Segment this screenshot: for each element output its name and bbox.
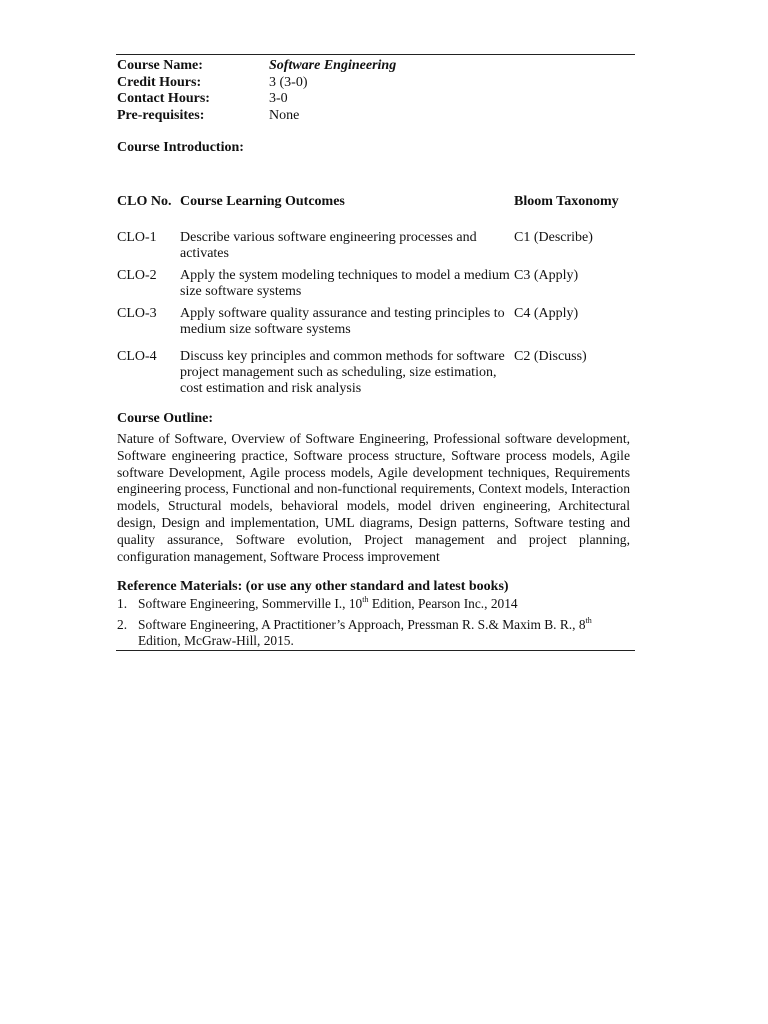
clo-outcome: Describe various software engineering processes and activates: [180, 230, 477, 261]
course-name-label: Course Name:: [117, 58, 203, 73]
clo-number: CLO-2: [117, 268, 157, 283]
reference-text-rest: Edition, McGraw-Hill, 2015.: [138, 633, 294, 648]
course-name-value: Software Engineering: [269, 58, 397, 73]
reference-number: 2.: [117, 617, 128, 632]
reference-text-rest: Edition, Pearson Inc., 2014: [368, 596, 518, 611]
contact-hours-label: Contact Hours:: [117, 91, 210, 106]
reference-text-main: Software Engineering, Sommerville I., 10: [138, 596, 363, 611]
clo-outcome: Apply software quality assurance and testing principles to medium size software systems: [180, 306, 505, 337]
course-outline-heading: Course Outline:: [117, 411, 214, 426]
clo-number: CLO-3: [117, 306, 157, 321]
course-info: [117, 58, 396, 124]
reference-list: [117, 596, 633, 654]
clo-number: CLO-4: [117, 349, 157, 364]
contact-hours-value: 3-0: [269, 91, 288, 106]
credit-hours-row: [117, 75, 396, 92]
contact-hours-row: [117, 91, 396, 108]
reference-number: 1.: [117, 596, 128, 611]
clo-bloom: C2 (Discuss): [514, 349, 587, 364]
clo-number: CLO-1: [117, 230, 157, 245]
top-rule: [116, 54, 635, 55]
course-outline-text: Nature of Software, Overview of Software Engineering, Professional software development, Software engineering practice, Software process structure, Software process models, Agile software Development, Agile process models, Agile development techniques, Requirements engineering process, Functional and non-functional requirements, Context models, Interaction models, Structural models, behavioral models, model driven engineering, Architectural design, Design and implementation, UML diagrams, Design patterns, Software testing and quality assurance, Software evolution, Project management and project planning, configuration management, Software Process improvement: [117, 431, 630, 564]
reference-superscript: th: [362, 595, 369, 604]
prerequisites-value: None: [269, 107, 300, 123]
course-introduction-heading: Course Introduction:: [117, 140, 244, 155]
credit-hours-value: 3 (3-0): [269, 74, 308, 90]
clo-table-header: [117, 194, 637, 230]
reference-text-main: Software Engineering, A Practitioner’s Approach, Pressman R. S.& Maxim B. R., 8: [138, 617, 586, 632]
clo-outcome: Apply the system modeling techniques to model a medium size software systems: [180, 268, 510, 299]
clo-bloom: C4 (Apply): [514, 306, 579, 321]
table-row: [117, 230, 637, 268]
bottom-rule: [116, 650, 635, 651]
table-row: [117, 268, 637, 306]
prerequisites-row: [117, 108, 396, 125]
clo-outcome: Discuss key principles and common methods for software project management such as scheduling, size estimation, cost estimation and risk analysis: [180, 349, 505, 396]
reference-text: [138, 596, 633, 612]
clo-no-header: CLO No.: [117, 194, 172, 209]
bloom-header: Bloom Taxonomy: [514, 194, 619, 209]
list-item: [117, 596, 633, 612]
reference-superscript: th: [585, 616, 592, 625]
clo-bloom: C3 (Apply): [514, 268, 579, 283]
table-row: [117, 349, 637, 403]
reference-materials-heading: Reference Materials: (or use any other standard and latest books): [117, 579, 509, 594]
clo-table: [117, 194, 637, 403]
clo-bloom: C1 (Describe): [514, 230, 593, 245]
prerequisites-label: Pre-requisites:: [117, 107, 205, 123]
reference-text: [138, 617, 633, 649]
outcomes-header: Course Learning Outcomes: [180, 194, 345, 209]
course-name-row: [117, 58, 396, 75]
list-item: [117, 617, 633, 649]
credit-hours-label: Credit Hours:: [117, 74, 202, 90]
table-row: [117, 306, 637, 349]
